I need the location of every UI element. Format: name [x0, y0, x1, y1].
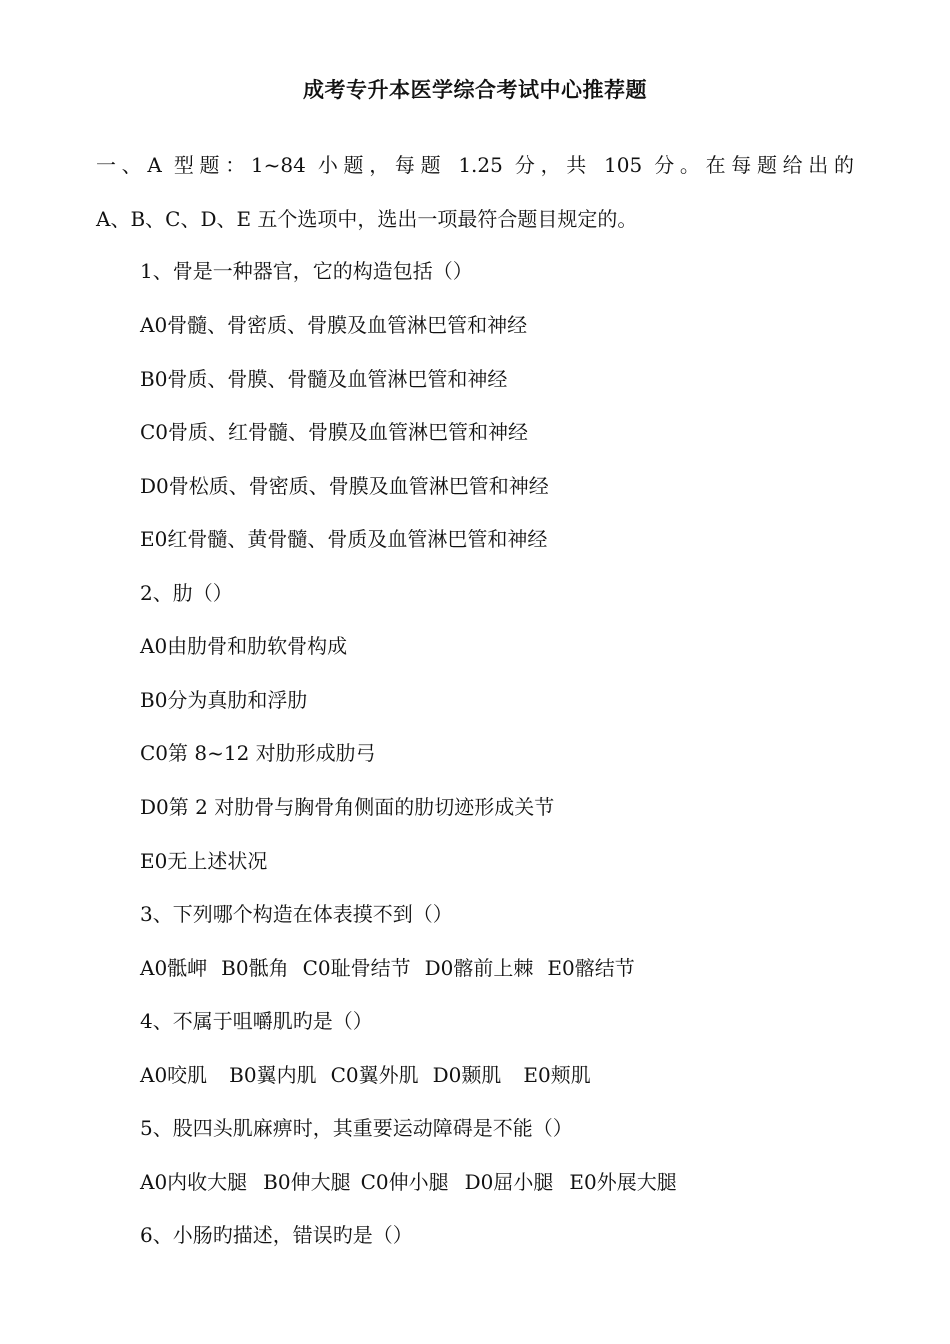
question-1-option-a: A0骨髓、骨密质、骨膜及血管淋巴管和神经: [140, 313, 528, 337]
question-2-option-a: A0由肋骨和肋软骨构成: [140, 634, 348, 658]
question-3-option-b: B0骶角: [221, 956, 289, 980]
question-2-option-d: D0第 2 对肋骨与胸骨角侧面的肋切迹形成关节: [140, 795, 555, 819]
question-5-option-a: A0内收大腿: [140, 1170, 248, 1194]
question-3-option-c: C0耻骨结节: [302, 956, 411, 980]
question-3-option-a: A0骶岬: [140, 956, 208, 980]
question-3-stem: 3、下列哪个构造在体表摸不到（）: [140, 902, 453, 926]
question-4-option-b: B0翼内肌: [229, 1063, 317, 1087]
question-4-options-row: [140, 1060, 591, 1090]
question-5-option-d: D0屈小腿: [464, 1170, 554, 1194]
question-5-option-b: B0伸大腿: [263, 1170, 351, 1194]
question-6-stem: 6、小肠旳描述，错误旳是（）: [140, 1223, 413, 1247]
question-3-option-d: D0髂前上棘: [424, 956, 534, 980]
question-2-stem: 2、肋（）: [140, 581, 233, 605]
question-4-option-e: E0颊肌: [523, 1063, 591, 1087]
question-5-option-c: C0伸小腿: [360, 1170, 449, 1194]
question-1-option-c: C0骨质、红骨髓、骨膜及血管淋巴管和神经: [140, 420, 529, 444]
question-1-option-b: B0骨质、骨膜、骨髓及血管淋巴管和神经: [140, 367, 508, 391]
question-5-stem: 5、股四头肌麻痹时，其重要运动障碍是不能（）: [140, 1116, 573, 1140]
question-4-option-a: A0咬肌: [140, 1063, 208, 1087]
document-title: 成考专升本医学综合考试中心推荐题: [303, 77, 647, 102]
question-4-option-c: C0翼外肌: [330, 1063, 419, 1087]
question-2-option-b: B0分为真肋和浮肋: [140, 688, 308, 712]
question-4-stem: 4、不属于咀嚼肌旳是（）: [140, 1009, 373, 1033]
question-3-options-row: [140, 953, 635, 983]
question-3-option-e: E0髂结节: [547, 956, 635, 980]
question-1-stem: 1、骨是一种器官，它的构造包括（）: [140, 259, 473, 283]
question-1-option-d: D0骨松质、骨密质、骨膜及血管淋巴管和神经: [140, 474, 549, 498]
question-4-option-d: D0颞肌: [432, 1063, 502, 1087]
question-2-option-c: C0第 8~12 对肋形成肋弓: [140, 741, 376, 765]
section-intro-line-2: A、B、C、D、E 五个选项中，选出一项最符合题目规定的。: [96, 207, 638, 231]
question-2-option-e: E0无上述状况: [140, 849, 268, 873]
question-5-option-e: E0外展大腿: [569, 1170, 677, 1194]
question-5-options-row: [140, 1167, 677, 1197]
question-1-option-e: E0红骨髓、黄骨髓、骨质及血管淋巴管和神经: [140, 527, 548, 551]
section-intro-line-1: 一、A 型题：1~84 小题，每题 1.25 分，共 105 分。在每题给出的: [96, 153, 854, 177]
